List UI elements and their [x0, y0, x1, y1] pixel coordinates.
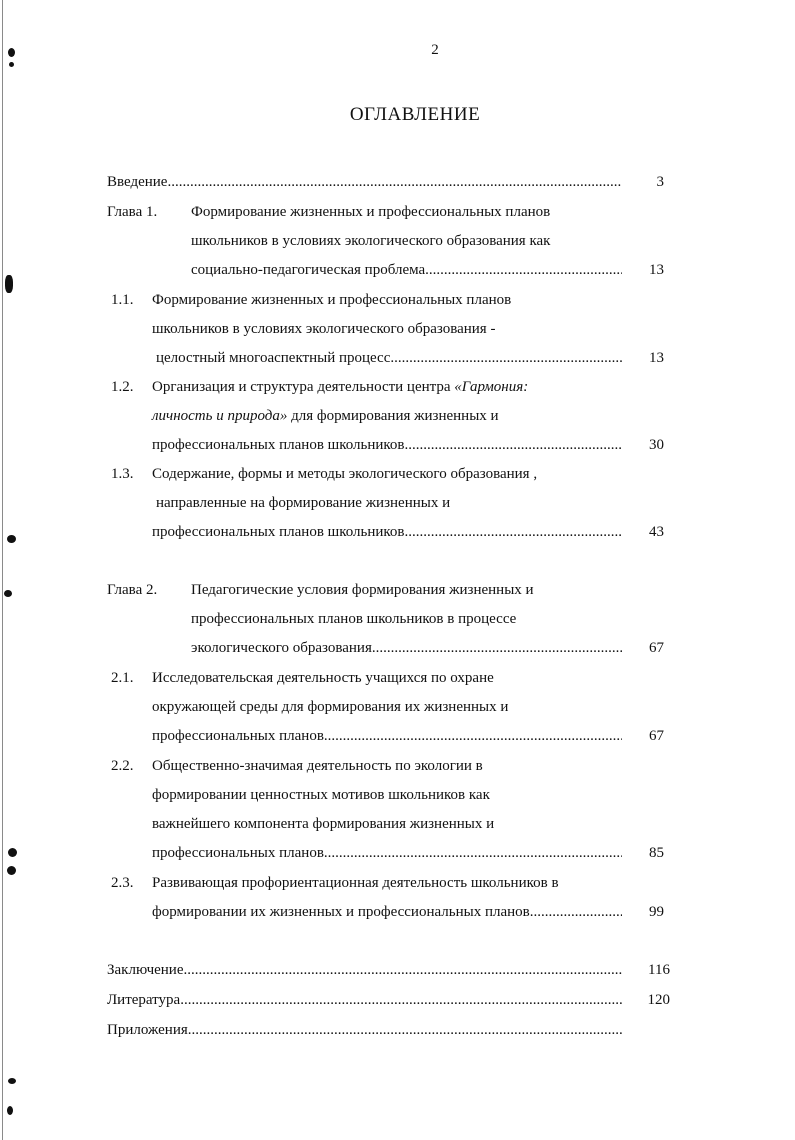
toc-page-number: 120	[647, 992, 670, 1008]
toc-page-number: 85	[649, 845, 664, 861]
section-title-line: Содержание, формы и методы экологического образования ,	[152, 466, 538, 482]
chapter-title-line: школьников в условиях экологического образования как	[191, 233, 551, 249]
toc-entry-label: профессиональных планов	[152, 728, 324, 744]
chapter-title-line: Формирование жизненных и профессиональных планов	[191, 204, 551, 220]
scan-artifact	[8, 1078, 16, 1084]
section-title-line-last	[156, 348, 622, 368]
section-number: 1.1.	[111, 292, 134, 308]
scan-artifact	[4, 590, 12, 597]
section-title-line	[152, 406, 499, 426]
scan-artifact	[5, 275, 13, 293]
section-title-line: формировании ценностных мотивов школьников как	[152, 787, 490, 803]
chapter-label: Глава 1.	[107, 204, 158, 220]
section-title-line: Развивающая профориентационная деятельность школьников в	[152, 875, 559, 891]
toc-entry-label: Заключение	[107, 962, 184, 978]
toc-entry-label: профессиональных планов	[152, 845, 324, 861]
toc-entry-literature	[107, 990, 622, 1010]
toc-entry-label: формировании их жизненных и профессиональных планов	[152, 904, 530, 920]
toc-entry-label: экологического образования	[191, 640, 372, 656]
chapter-title-line-last	[191, 260, 622, 280]
toc-entry-label: Введение	[107, 174, 168, 190]
page-number: 2	[431, 42, 439, 58]
section-number: 1.2.	[111, 379, 134, 395]
scan-artifact	[7, 535, 16, 543]
section-number: 2.2.	[111, 758, 134, 774]
section-title-line: школьников в условиях экологического образования -	[152, 321, 496, 337]
section-title-line	[152, 377, 528, 397]
toc-entry-conclusion	[107, 960, 622, 980]
scan-artifact	[8, 848, 17, 857]
section-title-text: Организация и структура деятельности центра	[152, 379, 455, 395]
center-name-italic: личность и природа»	[152, 408, 288, 424]
toc-page-number: 3	[656, 174, 664, 190]
toc-entry-intro	[107, 172, 622, 192]
section-title-line: Общественно-значимая деятельность по экологии в	[152, 758, 483, 774]
scan-artifact	[9, 62, 14, 67]
chapter-title-line: Педагогические условия формирования жизненных и	[191, 582, 534, 598]
section-title-line-last	[152, 726, 622, 746]
toc-entry-label: социально-педагогическая проблема	[191, 262, 426, 278]
toc-page-number: 67	[649, 728, 664, 744]
section-number: 2.3.	[111, 875, 134, 891]
toc-page-number: 13	[649, 350, 664, 366]
chapter-label: Глава 2.	[107, 582, 158, 598]
scan-artifact	[7, 866, 16, 875]
section-title-line-last	[152, 435, 622, 455]
toc-entry-appendix	[107, 1020, 622, 1040]
section-title-line: важнейшего компонента формирования жизненных и	[152, 816, 495, 832]
toc-page-number: 43	[649, 524, 664, 540]
toc-entry-label: целостный многоаспектный процесс	[156, 350, 391, 366]
toc-entry-label: Литература	[107, 992, 181, 1008]
section-title-line: направленные на формирование жизненных и	[156, 495, 451, 511]
scan-edge-line	[2, 0, 3, 1140]
page-title: ОГЛАВЛЕНИЕ	[349, 104, 481, 125]
section-title-text: для формирования жизненных и	[287, 408, 499, 424]
section-title-line: окружающей среды для формирования их жизненных и	[152, 699, 509, 715]
toc-page-number: 13	[649, 262, 664, 278]
toc-page-number: 67	[649, 640, 664, 656]
toc-page-number: 116	[648, 962, 670, 978]
toc-page-number: 30	[649, 437, 664, 453]
section-title-line-last	[152, 843, 622, 863]
section-title-line: Формирование жизненных и профессиональных планов	[152, 292, 512, 308]
section-number: 1.3.	[111, 466, 134, 482]
toc-page-number: 99	[649, 904, 664, 920]
section-title-line: Исследовательская деятельность учащихся по охране	[152, 670, 494, 686]
toc-entry-label: профессиональных планов школьников	[152, 524, 405, 540]
center-name-italic: «Гармония:	[454, 379, 529, 395]
chapter-title-line-last	[191, 638, 622, 658]
section-title-line-last	[152, 522, 622, 542]
toc-entry-label: Приложения	[107, 1022, 188, 1038]
section-title-line-last	[152, 902, 622, 922]
toc-entry-label: профессиональных планов школьников	[152, 437, 405, 453]
scan-artifact	[7, 1106, 13, 1115]
chapter-title-line: профессиональных планов школьников в процессе	[191, 611, 517, 627]
section-number: 2.1.	[111, 670, 134, 686]
